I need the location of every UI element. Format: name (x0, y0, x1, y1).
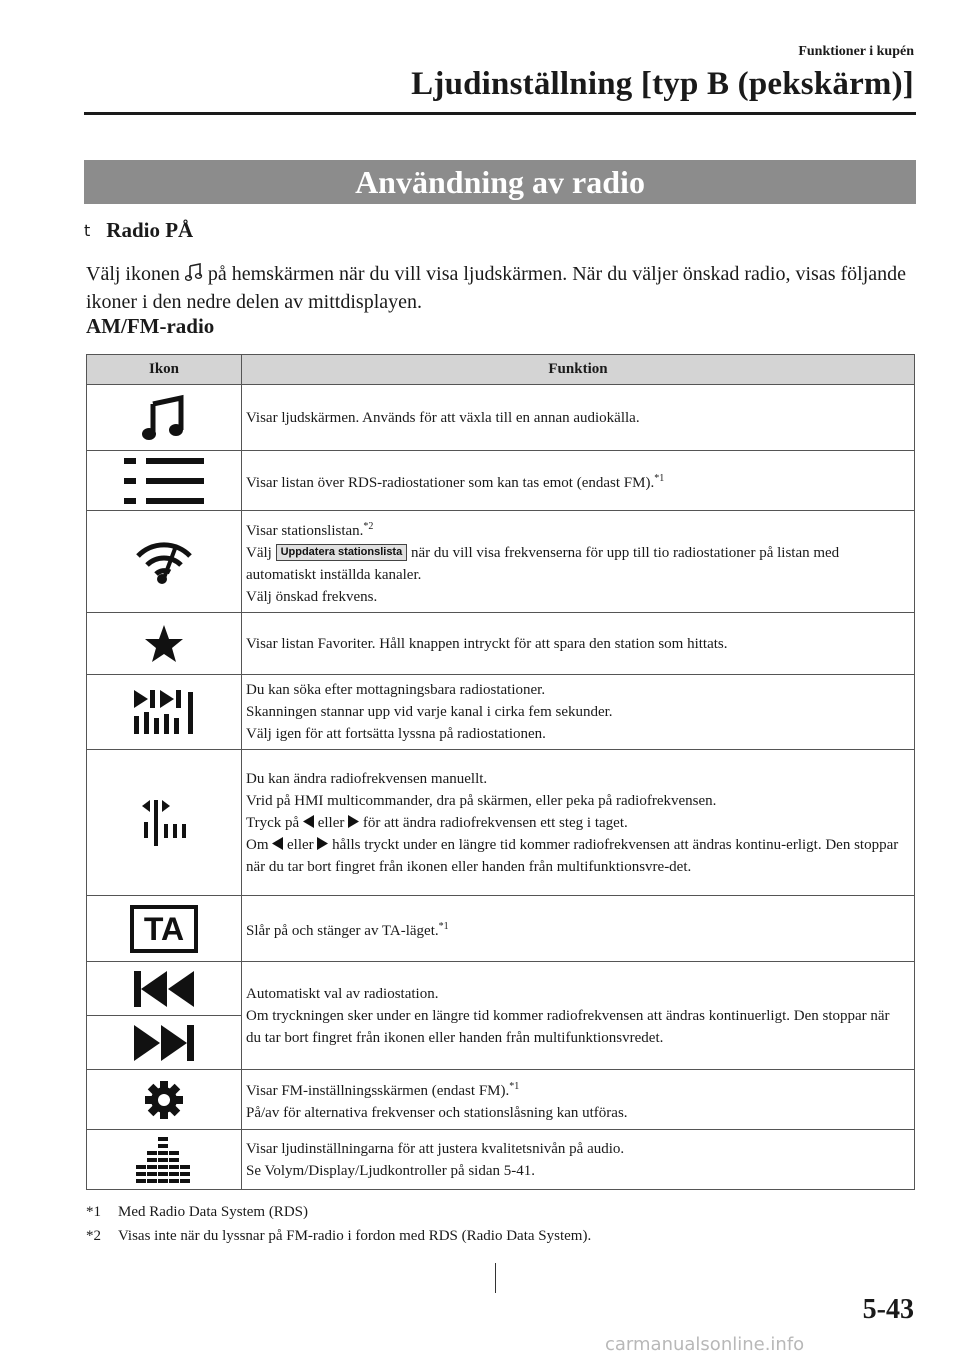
footnote-ref: *2 (363, 520, 374, 532)
music-note-icon (185, 262, 203, 282)
page-number: 5-43 (862, 1294, 914, 1325)
footnote: *2 Visas inte när du lyssnar på FM-radio i fordon med RDS (Radio Data System). (86, 1228, 592, 1244)
function-text: Visar stationslistan. (246, 522, 364, 539)
function-text: Slår på och stänger av TA-läget. (246, 922, 439, 939)
section-title: AM/FM-radio (86, 314, 215, 338)
triangle-right-icon (317, 837, 328, 850)
table-row (87, 896, 915, 962)
table-row (87, 385, 915, 451)
triangle-right-icon (348, 815, 359, 828)
table-row (87, 613, 915, 675)
footnotes (86, 1200, 591, 1248)
function-text: Automatiskt val av radiostation. (246, 985, 439, 1002)
header-divider (84, 112, 916, 115)
triangle-left-icon (303, 815, 314, 828)
section-banner: Användning av radio (84, 160, 916, 204)
table-row: Visar ljudinställningarna för att justera kvalitetsnivån på audio. Se Volym/Display/Ljudkontroller på sidan 5-41. (87, 1130, 915, 1190)
function-table (86, 354, 915, 1190)
footnote: *1 Med Radio Data System (RDS) (86, 1204, 308, 1220)
function-text: Du kan söka efter mottagningsbara radiostationer. (246, 682, 546, 698)
table-row: Automatiskt val av radiostation. Om tryckningen sker under en längre tid kommer radiofrekvensen att ändras kontinuerligt. Den stoppar när du tar bort fingret från ikonen eller handen från multifunktionsvredet. (87, 962, 915, 1016)
function-text: Visar listan Favoriter. Håll knappen intryckt för att spara den station som hittats. (242, 613, 915, 675)
intro-paragraph: Välj ikonen på hemskärmen när du vill visa ljudskärmen. När du väljer önskad radio, visas följande ikoner i den nedre delen av mittdisplayen. (86, 263, 907, 313)
function-text: Visar ljudskärmen. Används för att växla till en annan audiokälla. (242, 385, 915, 451)
gear-icon (144, 1080, 184, 1120)
radio-signal-icon (134, 538, 194, 586)
table-row: Visar FM-inställningsskärmen (endast FM).$^{*1}$ På/av för alternativa frekvenser och stationslåsning kan utföras. (87, 1070, 915, 1130)
page-title: Ljudinställning [typ B (pekskärm)] (411, 66, 914, 102)
function-text: Visar ljudinställningarna för att justera kvalitetsnivån på audio. (246, 1140, 625, 1157)
footnote-ref: *1 (654, 472, 665, 484)
chapter-label: Funktioner i kupén (798, 44, 914, 59)
watermark: carmanualsonline.info (605, 1334, 805, 1355)
function-text: Visar FM-inställningsskärmen (endast FM). (246, 1082, 510, 1099)
table-row: Du kan ändra radiofrekvensen manuellt. Vrid på HMI multicommander, dra på skärmen, eller peka på radiofrekvensen. Tryck på eller för att ändra radiofrekvensen ett steg i taget. Om eller hålls tryckt under en längre tid kommer radiofrekvensen att ändras kontinu-erligt. Den stoppar när du tar bort fingret från ikonen eller handen från multifunktionsvre-det. (87, 750, 915, 896)
ta-icon: TA (130, 905, 198, 953)
equalizer-icon (136, 1137, 192, 1183)
manual-tune-icon (140, 798, 188, 848)
footnote-ref: *1 (438, 920, 449, 932)
music-note-icon (141, 394, 187, 442)
function-text: Du kan ändra radiofrekvensen manuellt. (246, 770, 488, 787)
seek-forward-icon (134, 1025, 194, 1061)
bullet-marker: t (84, 221, 91, 240)
footnote-ref: *1 (509, 1080, 520, 1092)
page-divider (495, 1263, 496, 1293)
seek-back-icon (134, 971, 194, 1007)
list-icon (124, 457, 204, 505)
update-station-list-button: Uppdatera stationslista (276, 544, 408, 561)
subsection-title: Radio PÅ (106, 218, 194, 242)
function-text: Visar listan över RDS-radiostationer som kan tas emot (endast FM). (246, 474, 655, 491)
triangle-left-icon (272, 837, 283, 850)
star-icon (144, 624, 184, 664)
table-row: Visar stationslistan.$^{*2}$ Välj Uppdatera stationslista när du vill visa frekvenserna för upp till tio radiostationer på listan med automatiskt inställda kanaler. Välj önskad frekvens. (87, 511, 915, 613)
table-row (87, 451, 915, 511)
subsection-heading (84, 218, 193, 243)
column-header-icon: Ikon (87, 355, 242, 385)
scan-icon (132, 688, 196, 736)
column-header-function: Funktion (242, 355, 915, 385)
table-row: Du kan söka efter mottagningsbara radiostationer. Skanningen stannar upp vid varje kanal i cirka fem sekunder. Välj igen för att fortsätta lyssna på radiostationen. (87, 675, 915, 750)
